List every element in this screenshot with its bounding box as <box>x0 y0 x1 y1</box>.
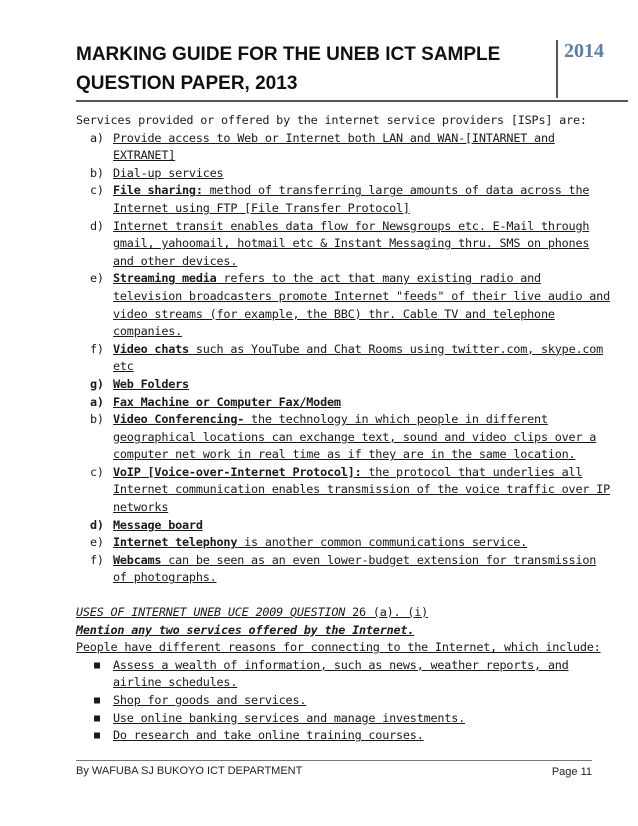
list-item <box>76 394 616 412</box>
item-term: Message board <box>113 517 203 532</box>
list-item <box>76 376 616 394</box>
section-lead: People have different reasons for connecting to the Internet, which include: <box>76 640 601 655</box>
item-text: Dial-up services <box>113 165 224 180</box>
square-bullet-icon: ■ <box>94 659 100 671</box>
list-item <box>76 270 616 340</box>
list-item <box>76 517 616 535</box>
page-header <box>76 40 628 102</box>
list-marker: e) <box>90 271 104 286</box>
bullet-text: Do research and take online training courses. <box>113 728 424 743</box>
bullet-text: Shop for goods and services. <box>113 693 307 707</box>
list-marker: f) <box>90 341 104 356</box>
item-text: refers to the act that many existing radio and television broadcasters promote Internet "feeds" of their live audio and video streams (for example, the BBC) thr. Cable TV and telephone companies. <box>113 271 610 339</box>
item-term: Fax Machine or Computer Fax/Modem <box>113 394 341 409</box>
list-item <box>76 411 616 464</box>
item-text: is another common communications service. <box>237 535 528 550</box>
bullet-text: Assess a wealth of information, such as news, weather reports, and airline schedules. <box>113 657 569 690</box>
item-term: Internet telephony <box>113 535 238 550</box>
item-term: VoIP [Voice-over-Internet Protocol]: <box>113 464 362 479</box>
item-text: the technology in which people in different geographical locations can exchange text, sound and video clips over a computer net work in real time as if they are in the same location. <box>113 412 597 462</box>
section-heading <box>76 604 616 622</box>
item-text: the protocol that underlies all Internet communication enables transmission of the voice traffic over IP networks <box>113 464 610 515</box>
item-text: method of transferring large amounts of data across the Internet using FTP [File Transfer Protocol] <box>113 183 590 215</box>
page-footer <box>76 760 592 777</box>
list-marker: c) <box>90 183 104 198</box>
bullet-item <box>76 692 616 710</box>
list-item <box>76 218 616 271</box>
bullet-text: Use online banking services and manage investments. <box>113 710 466 725</box>
page-number: Page 11 <box>551 766 592 778</box>
list-marker: b) <box>90 165 104 180</box>
item-term: Webcams <box>113 552 162 567</box>
page-title: MARKING GUIDE FOR THE UNEB ICT SAMPLE QUESTION PAPER, 2013 <box>76 44 501 94</box>
footer-author: By WAFUBA SJ BUKOYO ICT DEPARTMENT <box>76 765 303 777</box>
uses-bullet-list <box>76 657 616 745</box>
question-number: 26 (a). (i) <box>352 605 429 620</box>
list-marker: e) <box>90 535 104 550</box>
list-item <box>76 341 616 376</box>
item-text: Provide access to Web or Internet both LAN and WAN-[INTARNET and EXTRANET] <box>113 130 555 163</box>
item-text: such as YouTube and Chat Rooms using twitter.com, skype.com etc <box>113 341 604 374</box>
item-term: Web Folders <box>113 376 189 391</box>
list-item <box>76 464 616 517</box>
item-term: Streaming media <box>113 271 217 286</box>
bullet-item <box>76 727 616 745</box>
item-term: Video Conferencing- <box>113 412 245 427</box>
header-year: 2014 <box>556 40 628 98</box>
section-subheading: Mention any two services offered by the Internet. <box>76 622 415 637</box>
list-item <box>76 182 616 217</box>
square-bullet-icon: ■ <box>94 712 100 724</box>
list-item <box>76 552 616 587</box>
list-item <box>76 165 616 183</box>
square-bullet-icon: ■ <box>94 695 100 706</box>
item-term: File sharing: <box>113 183 203 198</box>
bullet-item <box>76 710 616 728</box>
bullet-item <box>76 657 616 692</box>
list-marker: f) <box>90 552 104 567</box>
isp-services-list <box>76 130 616 394</box>
document-body <box>76 112 616 745</box>
section-heading-text: USES OF INTERNET UNEB UCE 2009 QUESTION <box>76 605 346 620</box>
item-text: can be seen as an even lower-budget extension for transmission of photographs. <box>113 552 597 585</box>
intro-text: Services provided or offered by the internet service providers [ISPs] are: <box>76 113 587 127</box>
list-item <box>76 130 616 165</box>
list-marker: d) <box>90 218 104 233</box>
item-term: Video chats <box>113 341 189 356</box>
list-marker: a) <box>90 130 104 145</box>
item-text: Internet transit enables data flow for Newsgroups etc. E-Mail through gmail, yahoomail, hotmail etc & Instant Messaging thru. SMS on phones and other devices. <box>113 218 590 268</box>
list-marker: g) <box>90 376 104 391</box>
list-item <box>76 534 616 552</box>
list-marker: b) <box>90 412 104 427</box>
square-bullet-icon: ■ <box>94 730 100 742</box>
list-marker: c) <box>90 464 104 479</box>
list-marker: a) <box>90 394 104 409</box>
list-marker: d) <box>90 517 104 532</box>
internet-services-list <box>76 394 616 588</box>
